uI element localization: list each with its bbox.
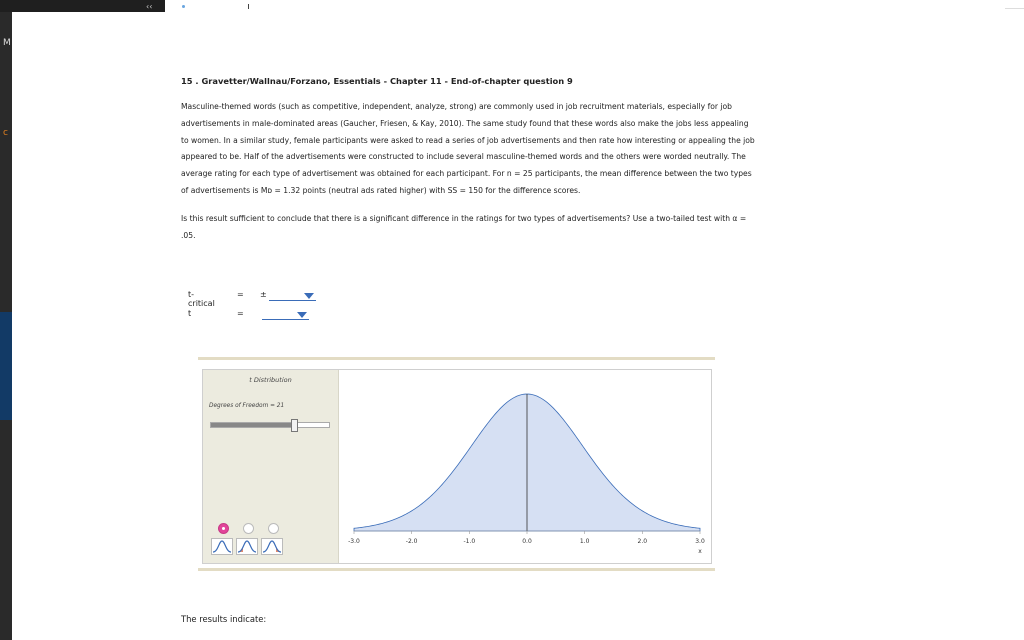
right-tail-curve-icon[interactable] bbox=[261, 538, 283, 555]
x-tick-label: 3.0 bbox=[695, 538, 705, 545]
two-tailed-curve-icon[interactable] bbox=[211, 538, 233, 555]
x-tick-label: 2.0 bbox=[637, 538, 648, 545]
chevron-down-icon bbox=[304, 293, 314, 299]
question-line: of advertisements is Mᴅ = 1.32 points (neutral ads rated higher) with SS = 150 for the difference scores. bbox=[181, 185, 581, 195]
slider-handle[interactable] bbox=[291, 419, 298, 432]
widget-bottom-rule bbox=[198, 568, 715, 571]
left-tail-curve-icon[interactable] bbox=[236, 538, 258, 555]
top-toolbar-strip bbox=[0, 0, 165, 12]
t-distribution-chart bbox=[339, 370, 711, 563]
collapse-chevron-icon[interactable]: ‹‹ bbox=[146, 2, 153, 11]
question-prompt bbox=[181, 211, 841, 245]
widget-controls-panel bbox=[203, 370, 339, 563]
plus-minus-sign: ± bbox=[260, 290, 267, 299]
x-tick-label: 0.0 bbox=[522, 538, 532, 545]
question-line: appeared to be. Half of the advertisements were constructed to include several masculine-themed words and the others were worded neutrally. The bbox=[181, 152, 746, 162]
question-line: advertisements in male-dominated areas (Gaucher, Friesen, & Kay, 2010). The same study found that these words also make the jobs less appealing bbox=[181, 118, 749, 128]
t-dropdown[interactable] bbox=[262, 309, 309, 320]
question-line: average rating for each type of advertisement was obtained for each participant. For n = 25 participants, the mean difference between the two types bbox=[181, 169, 752, 179]
question-content bbox=[181, 76, 841, 244]
equals-sign: = bbox=[237, 309, 244, 318]
x-tick-label: 1.0 bbox=[579, 538, 590, 545]
tick-mark-icon bbox=[248, 4, 249, 9]
x-axis-label: x bbox=[698, 548, 702, 555]
sidebar-active-marker bbox=[0, 312, 12, 420]
slider-fill bbox=[211, 423, 294, 427]
equals-sign: = bbox=[237, 290, 244, 299]
prompt-line: Is this result sufficient to conclude that there is a significant difference in the ratings for two types of advertisements? Use a two-tailed test with α = bbox=[181, 213, 747, 223]
x-tick-label: -2.0 bbox=[405, 538, 418, 545]
prompt-line: .05. bbox=[181, 230, 196, 240]
x-tick-label: -3.0 bbox=[348, 538, 360, 545]
question-line: to women. In a similar study, female participants were asked to read a series of job advertisements and then rate how interesting or appealing the job bbox=[181, 135, 755, 145]
question-body bbox=[181, 99, 841, 200]
radio-right-tailed[interactable] bbox=[268, 523, 279, 534]
progress-dot-icon bbox=[182, 5, 185, 8]
x-tick-label: -1.0 bbox=[463, 538, 476, 545]
degrees-of-freedom-slider[interactable] bbox=[210, 422, 330, 428]
t-distribution-widget bbox=[202, 369, 712, 564]
widget-title: t Distribution bbox=[249, 376, 292, 384]
sidebar-letter-icon[interactable]: M bbox=[3, 38, 11, 48]
t-label: t bbox=[188, 309, 192, 318]
t-critical-dropdown[interactable] bbox=[269, 290, 316, 301]
radio-two-tailed[interactable] bbox=[218, 523, 229, 534]
radio-left-tailed[interactable] bbox=[243, 523, 254, 534]
results-prompt: The results indicate: bbox=[181, 614, 267, 624]
chevron-down-icon bbox=[297, 312, 307, 318]
question-title: 15 . Gravetter/Wallnau/Forzano, Essentials - Chapter 11 - End-of-chapter question 9 bbox=[181, 76, 573, 86]
t-critical-label: t-critical bbox=[188, 290, 215, 308]
divider bbox=[1005, 0, 1024, 9]
degrees-of-freedom-label: Degrees of Freedom = 21 bbox=[209, 403, 285, 409]
widget-top-rule bbox=[198, 357, 715, 360]
question-line: Masculine-themed words (such as competitive, independent, analyze, strong) are commonly used in job recruitment materials, especially for job bbox=[181, 102, 732, 111]
sidebar-accent-icon[interactable]: c bbox=[3, 128, 8, 138]
